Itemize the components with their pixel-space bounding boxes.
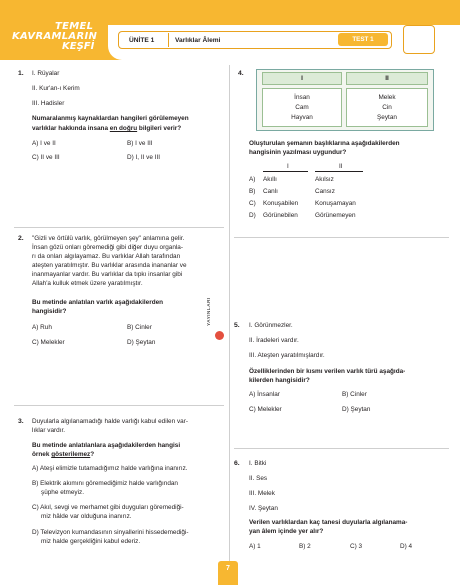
q5-option-b[interactable]: B) Cinler — [342, 391, 367, 398]
question-divider — [234, 237, 449, 238]
schema-column-2: Melek Cin Şeytan — [346, 88, 428, 127]
q5-item: III. Ateşten yaratılmışlardır. — [249, 352, 325, 359]
q2-passage-line: ateşten yaratılmıştır. Bu varlıklar arasında inananlar ve — [32, 262, 187, 269]
schema-header-1: I — [262, 72, 342, 85]
q5-stem-line: Özelliklerinden bir kısmı verilen varlık türü aşağıda- — [249, 368, 406, 375]
question-divider — [14, 227, 224, 228]
q2-stem-line: hangisidir? — [32, 308, 67, 315]
q6-option-b[interactable]: B) 2 — [299, 543, 311, 550]
question-3-number: 3. — [18, 418, 24, 425]
title-separator — [168, 33, 169, 47]
q6-item: IV. Şeytan — [249, 505, 278, 512]
column-divider — [229, 65, 230, 585]
q5-option-d[interactable]: D) Şeytan — [342, 406, 371, 413]
q2-option-b[interactable]: B) Cinler — [127, 324, 152, 331]
brand-logo-line1: TEMEL — [55, 21, 94, 32]
brand-logo-line2: KAVRAMLARIN — [12, 31, 98, 42]
q2-stem-line: Bu metinde anlatılan varlık aşağıdakilerden — [32, 299, 164, 306]
q1-item: I. Rüyalar — [32, 70, 60, 77]
q2-passage-line: rı da onları algılayamaz. Bu varlıklar Allah tarafından — [32, 253, 181, 260]
question-2-number: 2. — [18, 235, 24, 242]
q4-answer-head-1: I — [287, 163, 289, 170]
q6-item: I. Bitki — [249, 460, 267, 467]
q6-option-c[interactable]: C) 3 — [350, 543, 363, 550]
q4-answer-head-2: II — [339, 163, 343, 170]
q2-passage-line: Allah'a kulluk etmek üzere yaratılmıştır. — [32, 280, 143, 287]
q5-option-a[interactable]: A) İnsanlar — [249, 391, 280, 398]
q6-item: III. Melek — [249, 490, 275, 497]
q3-stem-line: Bu metinde anlatılanlara aşağıdakilerden hangisi — [32, 442, 181, 449]
q3-passage-line: Duyularla algılanamadığı halde varlığı kabul edilen var- — [32, 418, 188, 425]
q3-option-d[interactable]: D) Televizyon kumandasının sinyallerini hissedemediği- miz halde gerçekliğini kabul ederiz. — [32, 529, 189, 546]
publisher-logo-icon — [215, 331, 224, 340]
q2-option-c[interactable]: C) Melekler — [32, 339, 65, 346]
q4-option-d[interactable]: D) Görünebilen Görünemeyen — [249, 212, 356, 219]
q1-stem-line: varlıklar hakkında insana en doğru bilgileri verir? — [32, 125, 182, 132]
q4-option-c[interactable]: C) Konuşabilen Konuşamayan — [249, 200, 356, 207]
q4-option-a[interactable]: A) Akıllı Akılsız — [249, 176, 334, 183]
q3-stem-line: örnek gösterilemez? — [32, 451, 95, 458]
q2-passage-line: İnsan gözü onları göremediği gibi diğer duyu organla- — [32, 244, 183, 251]
q6-option-a[interactable]: A) 1 — [249, 543, 261, 550]
q3-option-b[interactable]: B) Elektrik akımını göremediğimiz halde varlığından şüphe etmeyiz. — [32, 480, 178, 497]
q5-option-c[interactable]: C) Melekler — [249, 406, 282, 413]
q5-stem-line: kilerden hangisidir? — [249, 377, 310, 384]
q1-item: III. Hadisler — [32, 100, 65, 107]
corner-tab — [403, 25, 435, 54]
q4-stem-line: Oluşturulan şemanın başlıklarına aşağıdakilerden — [249, 140, 400, 147]
q4-option-b[interactable]: B) Canlı Cansız — [249, 188, 335, 195]
q3-passage-line: lıklar vardır. — [32, 427, 66, 434]
q6-option-d[interactable]: D) 4 — [400, 543, 413, 550]
q6-stem-line: Verilen varlıklardan kaç tanesi duyularla algılanama- — [249, 519, 408, 526]
q2-passage-line: inanmayanlar vardır. Bu varlıklar da tıpkı insanlar gibi — [32, 271, 183, 278]
q4-head-underline — [315, 171, 363, 172]
q1-stem-line: Numaralanmış kaynaklardan hangileri görülemeyen — [32, 115, 189, 122]
q3-option-a[interactable]: A) Ateşi elimizle tutamadığımız halde varlığına inanırız. — [32, 465, 188, 472]
q2-passage-line: "Gizli ve örtülü varlık, görülmeyen şey" anlamına gelir. — [32, 235, 185, 242]
test-badge: TEST 1 — [338, 33, 388, 46]
q5-item: II. İradeleri vardır. — [249, 337, 299, 344]
topic-title: Varlıklar Âlemi — [175, 37, 221, 44]
q6-stem-line: yan âlem içinde yer alır? — [249, 528, 324, 535]
schema-column-1: İnsan Cam Hayvan — [262, 88, 342, 127]
q4-stem-line: hangisinin yazılması uygundur? — [249, 149, 347, 156]
unit-label: ÜNİTE 1 — [129, 37, 155, 44]
question-6-number: 6. — [234, 460, 240, 467]
question-divider — [14, 405, 224, 406]
question-4-number: 4. — [238, 70, 244, 77]
q1-option-a[interactable]: A) I ve II — [32, 140, 56, 147]
q6-item: II. Ses — [249, 475, 268, 482]
q1-option-d[interactable]: D) I, II ve III — [127, 154, 161, 161]
q1-item: II. Kur'an-ı Kerim — [32, 85, 80, 92]
question-1-number: 1. — [18, 70, 24, 77]
brand-logo-line3: KEŞFİ — [62, 41, 95, 52]
publisher-watermark: YAYINLARI — [207, 297, 212, 326]
q5-item: I. Görünmezler. — [249, 322, 293, 329]
q2-option-d[interactable]: D) Şeytan — [127, 339, 156, 346]
q4-head-underline — [263, 171, 308, 172]
question-divider — [234, 448, 449, 449]
question-5-number: 5. — [234, 322, 240, 329]
q3-option-c[interactable]: C) Akıl, sevgi ve merhamet gibi duyguları göremediği- miz hâlde var olduğuna inanırız. — [32, 504, 184, 521]
q1-option-b[interactable]: B) I ve III — [127, 140, 153, 147]
page-number: 7 — [218, 561, 238, 585]
q1-option-c[interactable]: C) II ve III — [32, 154, 60, 161]
q2-option-a[interactable]: A) Ruh — [32, 324, 52, 331]
schema-header-2: II — [346, 72, 428, 85]
